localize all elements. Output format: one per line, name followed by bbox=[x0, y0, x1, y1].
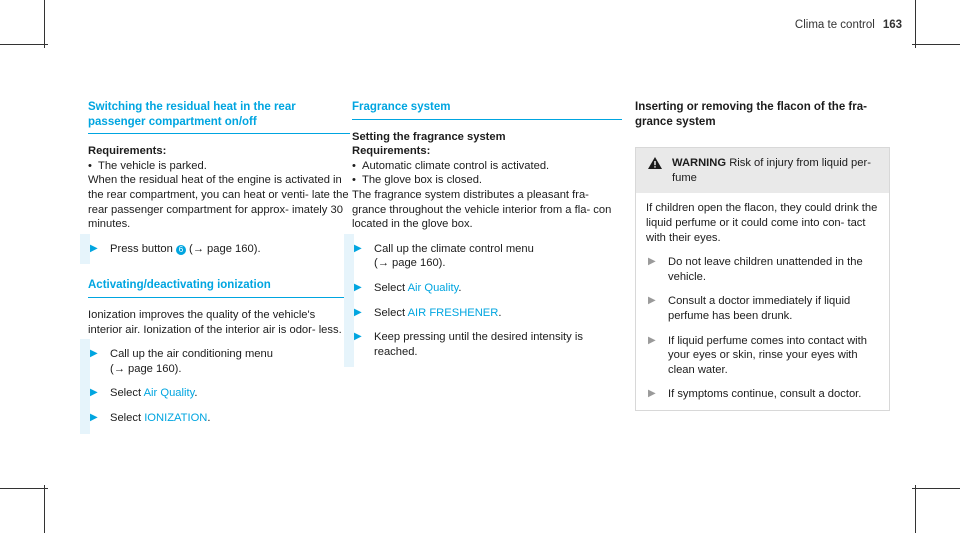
warning-box bbox=[635, 147, 890, 411]
list-item: • The vehicle is parked. bbox=[88, 159, 207, 172]
bullet-icon: • bbox=[352, 174, 356, 187]
page-header bbox=[795, 18, 902, 33]
crop-mark bbox=[44, 485, 45, 533]
arrow-step-icon: ▶ bbox=[648, 256, 656, 268]
bullet-icon: • bbox=[352, 159, 356, 172]
section-title-fragrance: Fragrance system bbox=[352, 100, 622, 120]
arrow-step-icon: ▶ bbox=[648, 334, 656, 346]
crop-mark bbox=[912, 488, 960, 489]
arrow-step-icon: ▶ bbox=[90, 242, 98, 254]
requirements-label: Requirements: bbox=[88, 145, 167, 158]
arrow-step-icon: ▶ bbox=[90, 411, 98, 423]
subsection-title: Setting the fragrance system bbox=[352, 130, 506, 143]
section-title-residual-heat: Switching the residual heat in the rear passenger compartment on/off bbox=[88, 100, 350, 134]
instruction-step: ▶ Call up the climate control menu (→ page 160). bbox=[358, 242, 622, 271]
instruction-step: ▶ Call up the air conditioning menu (→ page 160). bbox=[94, 347, 350, 376]
arrow-step-icon: ▶ bbox=[354, 281, 362, 293]
warning-body bbox=[636, 193, 889, 410]
arrow-step-icon: ▶ bbox=[648, 388, 656, 400]
requirements-label: Requirements: bbox=[352, 145, 431, 158]
arrow-step-icon: ▶ bbox=[648, 295, 656, 307]
page-reference-link[interactable]: (→ page 160). bbox=[110, 362, 182, 375]
bullet-icon: • bbox=[88, 159, 92, 172]
menu-item-air-quality[interactable]: Air Quality bbox=[407, 281, 459, 294]
instruction-step: ▶ Select Air Quality. bbox=[358, 281, 622, 296]
instruction-step: ▶ Select IONIZATION. bbox=[94, 411, 350, 426]
column-1 bbox=[88, 100, 350, 426]
page-reference-link[interactable]: (→ page 160). bbox=[374, 257, 446, 270]
arrow-step-icon: ▶ bbox=[354, 242, 362, 254]
section-title-ionization: Activating/deactivating ionization bbox=[88, 278, 350, 298]
section-title-flacon: Inserting or removing the flacon of the fra- grance system bbox=[635, 101, 867, 128]
crop-mark bbox=[912, 44, 960, 45]
body-text: Ionization improves the quality of the vehicle's interior air. Ionization of the interior air is odor- less. bbox=[88, 308, 342, 336]
column-2 bbox=[352, 100, 622, 359]
instruction-step: ▶ Press button 6 (→ page 160). bbox=[94, 242, 350, 257]
crop-mark bbox=[915, 0, 916, 48]
list-item: • The glove box is closed. bbox=[352, 174, 483, 187]
column-3 bbox=[635, 100, 890, 411]
body-text: The fragrance system distributes a pleasant fra- grance throughout the vehicle interior from a fla- con located in the glove box. bbox=[352, 188, 612, 231]
instruction-step: ▶ Consult a doctor immediately if liquid perfume has been drunk. bbox=[648, 295, 851, 322]
instruction-step: ▶ Select AIR FRESHENER. bbox=[358, 306, 622, 321]
arrow-step-icon: ▶ bbox=[90, 348, 98, 360]
header-section: Clima te control bbox=[794, 19, 875, 31]
arrow-step-icon: ▶ bbox=[90, 387, 98, 399]
instruction-step: ▶ Keep pressing until the desired intensity is reached. bbox=[358, 330, 622, 359]
arrow-step-icon: ▶ bbox=[354, 306, 362, 318]
page-reference-link[interactable]: (→ page 160). bbox=[189, 242, 261, 255]
crop-mark bbox=[915, 485, 916, 533]
menu-item-air-quality[interactable]: Air Quality bbox=[143, 387, 195, 400]
warning-text: Risk of injury from liquid per- fume bbox=[672, 157, 871, 184]
number-badge-icon: 6 bbox=[176, 245, 186, 255]
instruction-step: ▶ If symptoms continue, consult a doctor. bbox=[648, 388, 862, 401]
crop-mark bbox=[0, 488, 48, 489]
crop-mark bbox=[44, 0, 45, 48]
body-text: When the residual heat of the engine is activated in the rear compartment, you can heat or venti- late the rear passenger compartment for approx- imately 30 minutes. bbox=[88, 174, 349, 231]
instruction-step: ▶ If liquid perfume comes into contact with your eyes or skin, rinse your eyes with clean water. bbox=[648, 334, 867, 376]
crop-mark bbox=[0, 44, 48, 45]
warning-triangle-icon bbox=[648, 157, 662, 174]
arrow-step-icon: ▶ bbox=[354, 331, 362, 343]
menu-item-ionization[interactable]: IONIZATION bbox=[144, 411, 208, 424]
warning-label: WARNING bbox=[672, 157, 727, 170]
page-number: 163 bbox=[882, 19, 902, 31]
warning-header bbox=[636, 148, 889, 193]
instruction-step: ▶ Do not leave children unattended in the vehicle. bbox=[648, 256, 863, 283]
menu-item-air-freshener[interactable]: AIR FRESHENER bbox=[407, 306, 499, 319]
instruction-step: ▶ Select Air Quality. bbox=[94, 386, 350, 401]
body-text: If children open the flacon, they could drink the liquid perfume or it could come into con- tact with their eyes. bbox=[646, 202, 878, 244]
list-item: • Automatic climate control is activated. bbox=[352, 159, 550, 172]
